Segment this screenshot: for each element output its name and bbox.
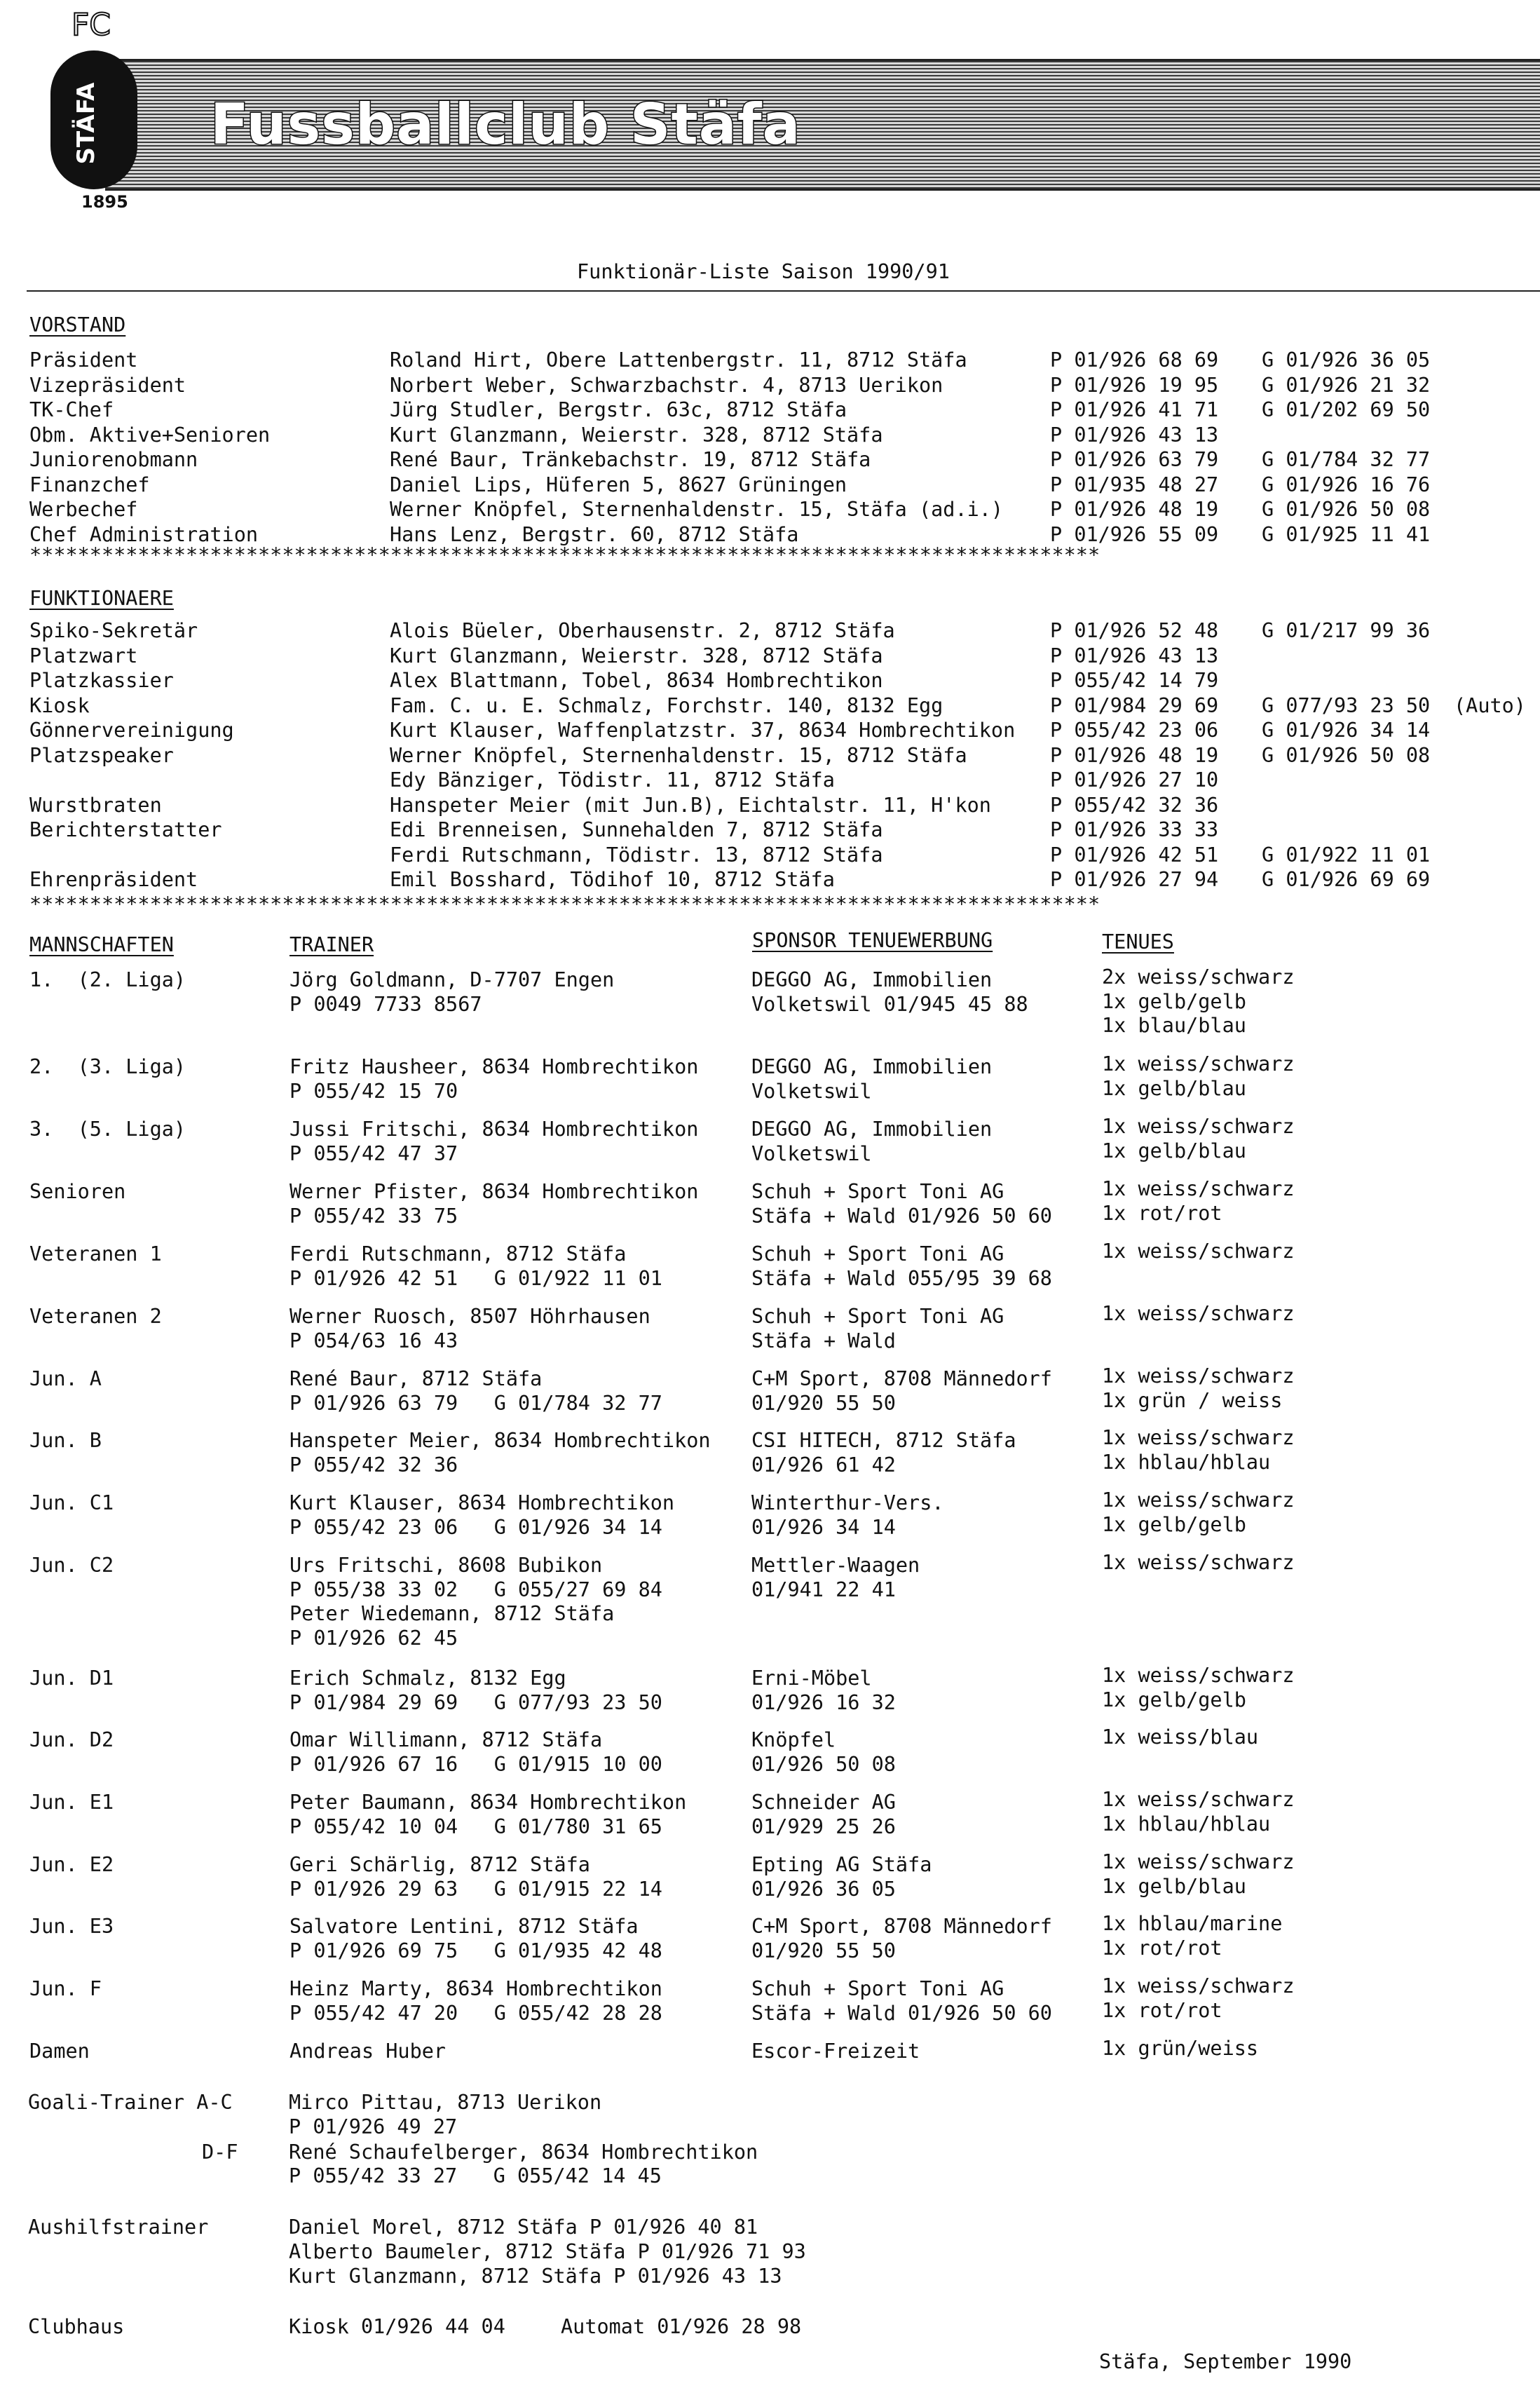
funktionaer-name: Edi Brenneisen, Sunnehalden 7, 8712 Stäfa (390, 818, 883, 841)
team-tenue-line: 1x weiss/blau (1102, 1725, 1259, 1749)
sponsor-heading: SPONSOR TENUEWERBUNG (752, 929, 993, 952)
team-tenue-line: 1x weiss/schwarz (1102, 1488, 1295, 1512)
team-sponsor-line: Stäfa + Wald 055/95 39 68 (751, 1266, 1052, 1290)
team-trainer-line: Jörg Goldmann, D-7707 Engen (289, 968, 615, 991)
team-trainer-line: P 01/926 69 75 G 01/935 42 48 (289, 1939, 662, 1962)
funktionaer-phone-p: P 01/926 27 94 (1050, 868, 1219, 891)
funktionaer-role: Platzkassier (29, 669, 174, 692)
funktionaer-name: Alex Blattmann, Tobel, 8634 Hombrechtikon (390, 669, 883, 692)
team-sponsor-line: CSI HITECH, 8712 Stäfa (751, 1429, 1016, 1452)
vorstand-name: Werner Knöpfel, Sternenhaldenstr. 15, Stäfa (ad.i.) (390, 498, 1004, 521)
trainer-heading: TRAINER (289, 933, 374, 956)
funktionaer-role: Kiosk (29, 693, 90, 717)
aushilfe-line-2: Alberto Baumeler, 8712 Stäfa P 01/926 71 93 (289, 2240, 806, 2263)
team-trainer-line: P 0049 7733 8567 (289, 992, 482, 1016)
team-trainer-line: P 055/42 32 36 (289, 1453, 458, 1477)
team-tenue-line: 1x weiss/schwarz (1102, 1426, 1295, 1449)
team-trainer-line: P 054/63 16 43 (289, 1329, 458, 1352)
team-sponsor-line: 01/926 50 08 (751, 1752, 896, 1776)
team-trainer-line: Geri Schärlig, 8712 Stäfa (289, 1853, 590, 1876)
funktionaer-phone-p: P 01/926 42 51 (1050, 843, 1219, 867)
vorstand-phone-p: P 01/926 48 19 (1050, 498, 1219, 521)
team-sponsor-line: C+M Sport, 8708 Männedorf (751, 1367, 1052, 1390)
team-sponsor-line: Stäfa + Wald 01/926 50 60 (751, 1204, 1052, 1228)
vorstand-name: Hans Lenz, Bergstr. 60, 8712 Stäfa (390, 522, 799, 546)
team-trainer-line: Jussi Fritschi, 8634 Hombrechtikon (289, 1118, 699, 1141)
team-trainer-line: René Baur, 8712 Stäfa (289, 1367, 543, 1390)
team-trainer-line: P 01/926 67 16 G 01/915 10 00 (289, 1752, 662, 1776)
logo-fc: FC (71, 7, 111, 43)
funktionaer-phone-p: P 01/926 48 19 (1050, 743, 1219, 767)
team-name: Damen (29, 2040, 90, 2063)
team-tenue-line: 1x weiss/schwarz (1102, 1974, 1295, 1997)
funktionaer-name: Werner Knöpfel, Sternenhaldenstr. 15, 8712 Stäfa (390, 743, 967, 767)
funktionaer-role: Ehrenpräsident (29, 868, 198, 891)
team-tenue-line: 1x gelb/gelb (1102, 1688, 1246, 1711)
team-sponsor-line: Schuh + Sport Toni AG (751, 1180, 1004, 1203)
tenues-heading: TENUES (1102, 930, 1174, 954)
funktionaer-name: Alois Büeler, Oberhausenstr. 2, 8712 Stäfa (390, 619, 895, 642)
team-tenue-line: 1x rot/rot (1102, 1201, 1222, 1225)
funktionaer-phone-p: P 055/42 32 36 (1050, 793, 1219, 817)
team-tenue-line: 1x rot/rot (1102, 1998, 1222, 2022)
team-sponsor-line: 01/929 25 26 (751, 1814, 896, 1838)
team-sponsor-line: Schneider AG (751, 1791, 896, 1814)
goali-label-df: D-F (202, 2141, 238, 2164)
vorstand-phone-p: P 01/926 55 09 (1050, 522, 1219, 546)
team-sponsor-line: Mettler-Waagen (751, 1554, 920, 1577)
team-name: Jun. A (29, 1367, 102, 1390)
team-sponsor-line: Volketswil (751, 1141, 872, 1165)
team-sponsor-line: Winterthur-Vers. (751, 1491, 944, 1514)
team-name: Jun. E2 (29, 1853, 114, 1876)
funktionaer-name: Hanspeter Meier (mit Jun.B), Eichtalstr. 11, H'kon (390, 793, 991, 817)
team-tenue-line: 1x weiss/schwarz (1102, 1177, 1295, 1200)
team-tenue-line: 1x gelb/blau (1102, 1139, 1246, 1162)
vorstand-role: Chef Administration (29, 522, 259, 546)
team-sponsor-line: DEGGO AG, Immobilien (751, 1055, 993, 1078)
team-tenue-line: 1x gelb/gelb (1102, 1512, 1246, 1536)
team-name: 3. (5. Liga) (29, 1118, 186, 1141)
vorstand-phone-g: G 01/926 50 08 (1262, 498, 1431, 521)
funktionaer-phone-p: P 01/926 52 48 (1050, 619, 1219, 642)
funktionaer-role: Berichterstatter (29, 818, 222, 841)
funktionaer-phone-p: P 055/42 23 06 (1050, 719, 1219, 742)
vorstand-name: Jürg Studler, Bergstr. 63c, 8712 Stäfa (390, 398, 847, 421)
team-trainer-line: P 01/926 29 63 G 01/915 22 14 (289, 1877, 662, 1901)
team-tenue-line: 1x hblau/marine (1102, 1912, 1283, 1935)
team-name: Jun. B (29, 1429, 102, 1452)
funktionaere-heading: FUNKTIONAERE (29, 587, 174, 610)
funktionaer-name: Kurt Klauser, Waffenplatzstr. 37, 8634 Hombrechtikon (390, 719, 1016, 742)
team-trainer-line: Hanspeter Meier, 8634 Hombrechtikon (289, 1429, 711, 1452)
funktionaer-role: Wurstbraten (29, 793, 162, 817)
team-sponsor-line: 01/941 22 41 (751, 1578, 896, 1601)
team-sponsor-line: Escor-Freizeit (751, 2040, 920, 2063)
vorstand-phone-p: P 01/935 48 27 (1050, 473, 1219, 496)
team-name: Jun. C1 (29, 1491, 114, 1514)
title-rule (27, 290, 1540, 292)
team-trainer-line: Peter Baumann, 8634 Hombrechtikon (289, 1791, 687, 1814)
vorstand-role: Finanzchef (29, 473, 150, 496)
vorstand-name: Kurt Glanzmann, Weierstr. 328, 8712 Stäfa (390, 423, 883, 447)
vorstand-phone-p: P 01/926 63 79 (1050, 448, 1219, 471)
vorstand-role: TK-Chef (29, 398, 114, 421)
vorstand-name: René Baur, Tränkebachstr. 19, 8712 Stäfa (390, 448, 871, 471)
vorstand-phone-g: G 01/926 21 32 (1262, 373, 1431, 397)
aushilfe-line-3: Kurt Glanzmann, 8712 Stäfa P 01/926 43 13 (289, 2265, 782, 2288)
funktionaer-phone-g: G 01/926 69 69 (1262, 868, 1431, 891)
funktionaer-note: (Auto) (1454, 693, 1526, 717)
separator-1: ***************************************************************************************** (29, 543, 1101, 567)
logo-stafa: STÄFA (72, 82, 100, 165)
goali-df-line-1: René Schaufelberger, 8634 Hombrechtikon (289, 2141, 758, 2164)
team-sponsor-line: 01/926 61 42 (751, 1453, 896, 1477)
team-name: Jun. E3 (29, 1915, 114, 1938)
aushilfe-line-1: Daniel Morel, 8712 Stäfa P 01/926 40 81 (289, 2216, 758, 2239)
vorstand-phone-p: P 01/926 19 95 (1050, 373, 1219, 397)
team-tenue-line: 1x grün / weiss (1102, 1388, 1283, 1412)
club-logo (25, 6, 193, 209)
funktionaer-name: Fam. C. u. E. Schmalz, Forchstr. 140, 8132 Egg (390, 693, 943, 717)
team-tenue-line: 1x hblau/hblau (1102, 1450, 1271, 1474)
team-trainer-line: Werner Pfister, 8634 Hombrechtikon (289, 1180, 699, 1203)
vorstand-role: Obm. Aktive+Senioren (29, 423, 271, 447)
document-title: Funktionär-Liste Saison 1990/91 (577, 260, 950, 283)
vorstand-role: Vizepräsident (29, 373, 186, 397)
team-sponsor-line: Schuh + Sport Toni AG (751, 1305, 1004, 1328)
team-name: Jun. D1 (29, 1667, 114, 1690)
clubhaus-kiosk: Kiosk 01/926 44 04 (289, 2315, 505, 2338)
vorstand-name: Roland Hirt, Obere Lattenbergstr. 11, 8712 Stäfa (390, 348, 967, 372)
team-tenue-line: 1x weiss/schwarz (1102, 1551, 1295, 1574)
team-sponsor-line: Volketswil (751, 1079, 872, 1103)
team-tenue-line: 2x weiss/schwarz (1102, 965, 1295, 989)
team-name: Senioren (29, 1180, 126, 1203)
team-trainer-line: P 01/926 63 79 G 01/784 32 77 (289, 1391, 662, 1415)
footer-place-date: Stäfa, September 1990 (1099, 2350, 1352, 2373)
team-tenue-line: 1x rot/rot (1102, 1936, 1222, 1960)
team-sponsor-line: DEGGO AG, Immobilien (751, 1118, 993, 1141)
funktionaer-name: Kurt Glanzmann, Weierstr. 328, 8712 Stäfa (390, 644, 883, 667)
team-sponsor-line: 01/920 55 50 (751, 1939, 896, 1962)
team-trainer-line: Heinz Marty, 8634 Hombrechtikon (289, 1977, 662, 2000)
aushilfe-label: Aushilfstrainer (28, 2216, 209, 2239)
separator-2: ***************************************************************************************** (29, 893, 1101, 916)
team-trainer-line: P 055/38 33 02 G 055/27 69 84 (289, 1578, 662, 1601)
goali-ac-line-1: Mirco Pittau, 8713 Uerikon (289, 2091, 602, 2114)
team-name: Jun. D2 (29, 1728, 114, 1751)
funktionaer-role: Spiko-Sekretär (29, 619, 198, 642)
vorstand-phone-g: G 01/784 32 77 (1262, 448, 1431, 471)
team-tenue-line: 1x gelb/gelb (1102, 989, 1246, 1013)
team-name: Jun. F (29, 1977, 102, 2000)
team-trainer-line: P 01/926 62 45 (289, 1626, 458, 1650)
team-tenue-line: 1x gelb/blau (1102, 1076, 1246, 1100)
team-trainer-line: P 055/42 15 70 (289, 1079, 458, 1103)
team-trainer-line: P 055/42 33 75 (289, 1204, 458, 1228)
team-tenue-line: 1x grün/weiss (1102, 2037, 1259, 2060)
team-name: Veteranen 2 (29, 1305, 162, 1328)
team-trainer-line: Erich Schmalz, 8132 Egg (289, 1667, 566, 1690)
team-sponsor-line: 01/926 34 14 (751, 1515, 896, 1539)
vorstand-phone-g: G 01/925 11 41 (1262, 522, 1431, 546)
funktionaer-phone-p: P 055/42 14 79 (1050, 669, 1219, 692)
vorstand-name: Daniel Lips, Hüferen 5, 8627 Grüningen (390, 473, 847, 496)
team-trainer-line: P 055/42 47 37 (289, 1141, 458, 1165)
team-sponsor-line: Knöpfel (751, 1728, 836, 1751)
goali-df-line-2: P 055/42 33 27 G 055/42 14 45 (289, 2164, 662, 2187)
team-sponsor-line: 01/920 55 50 (751, 1391, 896, 1415)
logo-year: 1895 (81, 192, 128, 209)
funktionaer-name: Edy Bänziger, Tödistr. 11, 8712 Stäfa (390, 768, 835, 792)
vorstand-phone-p: P 01/926 43 13 (1050, 423, 1219, 447)
team-trainer-line: Salvatore Lentini, 8712 Stäfa (289, 1915, 639, 1938)
team-trainer-line: Werner Ruosch, 8507 Höhrhausen (289, 1305, 650, 1328)
team-sponsor-line: Epting AG Stäfa (751, 1853, 932, 1876)
funktionaer-phone-g: G 01/922 11 01 (1262, 843, 1431, 867)
team-tenue-line: 1x hblau/hblau (1102, 1812, 1271, 1836)
funktionaer-phone-g: G 01/926 50 08 (1262, 743, 1431, 767)
team-tenue-line: 1x blau/blau (1102, 1014, 1246, 1037)
team-trainer-line: Kurt Klauser, 8634 Hombrechtikon (289, 1491, 675, 1514)
funktionaer-phone-p: P 01/926 43 13 (1050, 644, 1219, 667)
vorstand-heading: VORSTAND (29, 313, 126, 337)
vorstand-phone-g: G 01/926 16 76 (1262, 473, 1431, 496)
funktionaer-phone-g: G 01/926 34 14 (1262, 719, 1431, 742)
team-sponsor-line: 01/926 36 05 (751, 1877, 896, 1901)
team-sponsor-line: DEGGO AG, Immobilien (751, 968, 993, 991)
goali-ac-line-2: P 01/926 49 27 (289, 2115, 458, 2138)
team-name: Veteranen 1 (29, 1242, 162, 1266)
funktionaer-role: Platzwart (29, 644, 138, 667)
team-sponsor-line: Stäfa + Wald 01/926 50 60 (751, 2001, 1052, 2025)
funktionaer-name: Emil Bosshard, Tödihof 10, 8712 Stäfa (390, 868, 835, 891)
team-trainer-line: Andreas Huber (289, 2040, 447, 2063)
clubhaus-automat: Automat 01/926 28 98 (561, 2315, 802, 2338)
team-tenue-line: 1x weiss/schwarz (1102, 1115, 1295, 1138)
team-tenue-line: 1x weiss/schwarz (1102, 1364, 1295, 1388)
team-sponsor-line: 01/926 16 32 (751, 1690, 896, 1714)
goali-label: Goali-Trainer A-C (28, 2091, 233, 2114)
team-tenue-line: 1x weiss/schwarz (1102, 1302, 1295, 1325)
team-trainer-line: P 01/984 29 69 G 077/93 23 50 (289, 1690, 662, 1714)
funktionaer-name: Ferdi Rutschmann, Tödistr. 13, 8712 Stäfa (390, 843, 883, 867)
clubhaus-label: Clubhaus (28, 2315, 125, 2338)
team-trainer-line: Fritz Hausheer, 8634 Hombrechtikon (289, 1055, 699, 1078)
vorstand-phone-p: P 01/926 68 69 (1050, 348, 1219, 372)
vorstand-role: Präsident (29, 348, 138, 372)
funktionaer-phone-p: P 01/926 33 33 (1050, 818, 1219, 841)
funktionaer-phone-p: P 01/984 29 69 (1050, 693, 1219, 717)
vorstand-phone-g: G 01/926 36 05 (1262, 348, 1431, 372)
team-sponsor-line: C+M Sport, 8708 Männedorf (751, 1915, 1052, 1938)
team-trainer-line: P 01/926 42 51 G 01/922 11 01 (289, 1266, 662, 1290)
team-trainer-line: P 055/42 10 04 G 01/780 31 65 (289, 1814, 662, 1838)
vorstand-role: Werbechef (29, 498, 138, 521)
mannschaften-heading: MANNSCHAFTEN (29, 933, 174, 956)
team-name: Jun. C2 (29, 1554, 114, 1577)
funktionaer-phone-g: G 077/93 23 50 (1262, 693, 1431, 717)
vorstand-phone-p: P 01/926 41 71 (1050, 398, 1219, 421)
team-tenue-line: 1x weiss/schwarz (1102, 1664, 1295, 1687)
vorstand-role: Juniorenobmann (29, 448, 198, 471)
funktionaer-role: Platzspeaker (29, 743, 174, 767)
team-trainer-line: Omar Willimann, 8712 Stäfa (289, 1728, 603, 1751)
team-sponsor-line: Stäfa + Wald (751, 1329, 896, 1352)
team-name: 2. (3. Liga) (29, 1055, 186, 1078)
team-sponsor-line: Erni-Möbel (751, 1667, 872, 1690)
funktionaer-phone-g: G 01/217 99 36 (1262, 619, 1431, 642)
team-trainer-line: Peter Wiedemann, 8712 Stäfa (289, 1602, 615, 1625)
vorstand-phone-g: G 01/202 69 50 (1262, 398, 1431, 421)
team-name: 1. (2. Liga) (29, 968, 186, 991)
team-tenue-line: 1x weiss/schwarz (1102, 1850, 1295, 1873)
team-tenue-line: 1x gelb/blau (1102, 1874, 1246, 1898)
team-trainer-line: P 055/42 47 20 G 055/42 28 28 (289, 2001, 662, 2025)
team-tenue-line: 1x weiss/schwarz (1102, 1788, 1295, 1811)
vorstand-name: Norbert Weber, Schwarzbachstr. 4, 8713 Uerikon (390, 373, 943, 397)
team-trainer-line: P 055/42 23 06 G 01/926 34 14 (289, 1515, 662, 1539)
team-name: Jun. E1 (29, 1791, 114, 1814)
club-name: Fussballclub Stäfa (210, 92, 801, 157)
team-sponsor-line: Schuh + Sport Toni AG (751, 1977, 1004, 2000)
team-trainer-line: Urs Fritschi, 8608 Bubikon (289, 1554, 603, 1577)
team-tenue-line: 1x weiss/schwarz (1102, 1240, 1295, 1263)
team-tenue-line: 1x weiss/schwarz (1102, 1052, 1295, 1076)
funktionaer-phone-p: P 01/926 27 10 (1050, 768, 1219, 792)
funktionaer-role: Gönnervereinigung (29, 719, 234, 742)
team-sponsor-line: Volketswil 01/945 45 88 (751, 992, 1028, 1016)
team-trainer-line: Ferdi Rutschmann, 8712 Stäfa (289, 1242, 627, 1266)
team-sponsor-line: Schuh + Sport Toni AG (751, 1242, 1004, 1266)
